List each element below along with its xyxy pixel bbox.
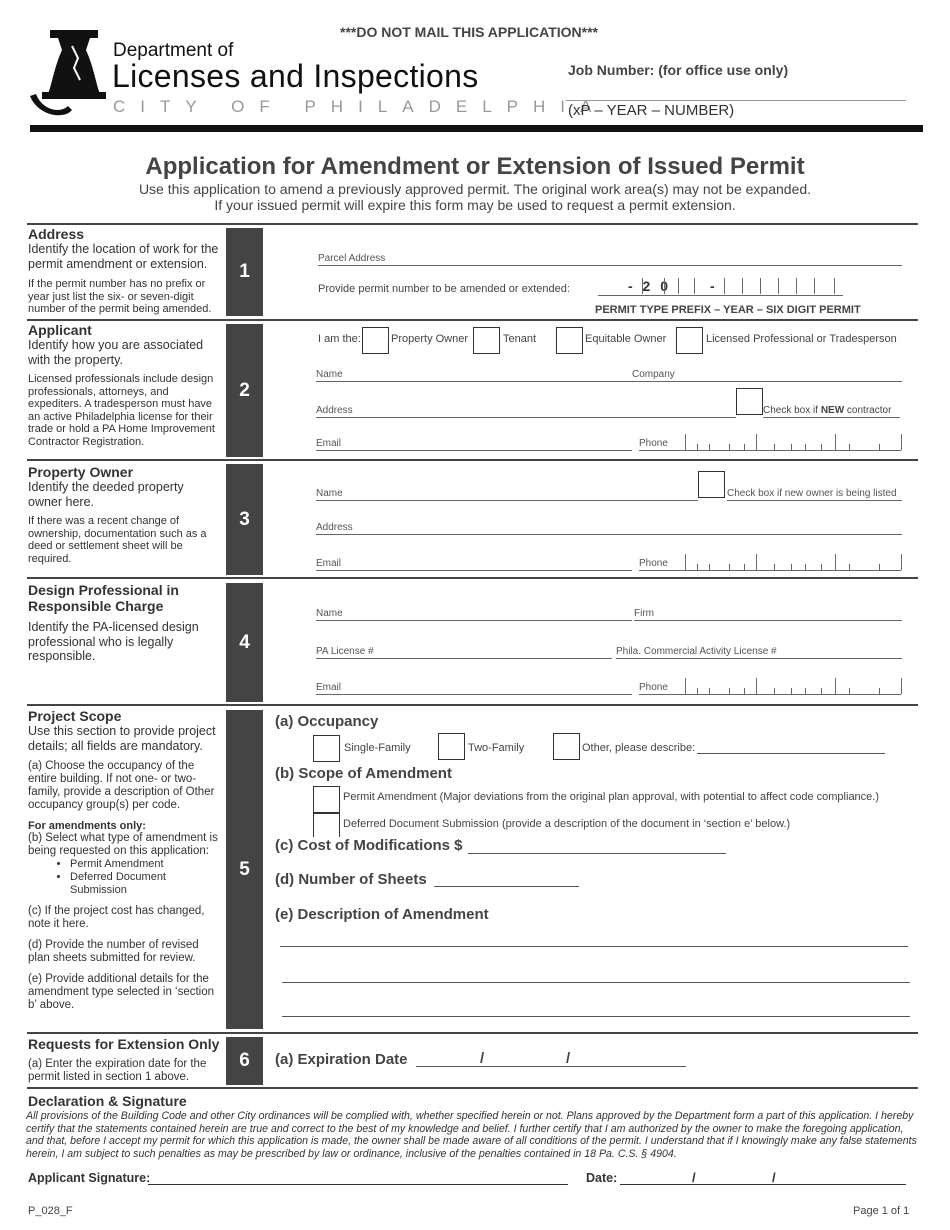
two-family-label: Two-Family [468,742,525,754]
deferred-document-checkbox[interactable] [313,813,340,840]
section-1-instructions: Address Identify the location of work for the permit amendment or extension. If the permit number has no prefix or year just list the six- or seven-digit number of the permit being amended. [28,226,219,315]
page-number: Page 1 of 1 [853,1205,910,1217]
deferred-document-label: Deferred Document Submission (provide a description of the document in ‘section e’ below.) [343,818,791,830]
applicant-name-field[interactable]: Name [316,368,632,382]
do-not-mail-notice: ***DO NOT MAIL THIS APPLICATION*** [340,24,598,40]
job-number-field[interactable] [566,100,906,101]
phone-digit-tick [697,688,698,694]
signature-field[interactable] [148,1184,568,1185]
description-heading: (e) Description of Amendment [275,906,489,923]
description-line-1[interactable] [280,946,908,947]
phone-digit-tick [697,444,698,450]
phone-digit-tick [901,678,902,694]
tenant-checkbox[interactable] [473,327,500,354]
phone-digit-tick [805,688,806,694]
liberty-bell-logo-icon [28,28,106,118]
phone-digit-tick [901,554,902,570]
form-subtitle-1: Use this application to amend a previously approved permit. The original work area(s) may not be expanded. [138,181,812,197]
form-code: P_028_F [28,1205,73,1217]
phone-digit-tick [849,688,850,694]
permit-number-field[interactable]: - 2 0 - [598,278,843,296]
permit-format-caption: PERMIT TYPE PREFIX – YEAR – SIX DIGIT PERMIT [595,304,861,316]
phone-digit-tick [744,688,745,694]
section-3-number: 3 [226,464,263,575]
pa-license-field[interactable]: PA License # [316,645,612,659]
section-6-instructions: Requests for Extension Only (a) Enter the expiration date for the permit listed in section 1 above. [28,1036,220,1083]
applicant-company-field[interactable]: Company [632,368,902,382]
signature-date-field[interactable] [620,1184,906,1185]
phone-digit-tick [729,688,730,694]
phone-digit-tick [879,688,880,694]
phone-digit-tick [744,564,745,570]
phone-digit-tick [805,444,806,450]
equitable-owner-checkbox[interactable] [556,327,583,354]
phone-digit-tick [756,554,757,570]
phone-digit-tick [849,564,850,570]
city-label: CITY OF PHILADELPHIA [113,97,607,116]
other-occupancy-checkbox[interactable] [553,733,580,760]
phone-digit-tick [774,564,775,570]
property-owner-label: Property Owner [391,333,469,345]
section-1-number: 1 [226,228,263,316]
commercial-activity-license-field[interactable]: Phila. Commercial Activity License # [616,645,902,659]
design-professional-email-field[interactable]: Email [316,681,632,695]
phone-digit-tick [697,564,698,570]
phone-digit-tick [879,444,880,450]
signature-label: Applicant Signature: [28,1171,151,1185]
owner-email-field[interactable]: Email [316,557,632,571]
dept-line2: Licenses and Inspections [112,58,479,94]
phone-digit-tick [744,444,745,450]
owner-phone-field[interactable]: Phone [639,557,901,571]
owner-name-field[interactable]: Name [316,487,698,501]
design-professional-phone-field[interactable]: Phone [639,681,901,695]
header-bar [30,125,923,132]
section-2-instructions: Applicant Identify how you are associated with the property. Licensed professionals include design professionals, attorneys, and expediters. A tradesperson must have an active Philadelphia license for their trade or hold a PA Home Improvement Contractor Registration. [28,322,215,448]
phone-digit-tick [791,444,792,450]
single-family-label: Single-Family [344,742,411,754]
new-contractor-label: Check box if NEW contractor [763,404,900,418]
new-owner-checkbox[interactable] [698,471,725,498]
phone-digit-tick [729,444,730,450]
phone-digit-tick [879,564,880,570]
declaration-heading: Declaration & Signature [28,1093,187,1109]
single-family-checkbox[interactable] [313,735,340,762]
phone-digit-tick [835,554,836,570]
applicant-address-field[interactable]: Address [316,404,736,418]
cost-label: (c) Cost of Modifications $ [275,837,463,854]
permit-amendment-label: Permit Amendment (Major deviations from the original plan approval, with potential to affect code compliance.) [343,791,880,803]
phone-digit-tick [729,564,730,570]
phone-digit-tick [685,678,686,694]
phone-digit-tick [821,444,822,450]
new-contractor-checkbox[interactable] [736,388,763,415]
declaration-text: All provisions of the Building Code and other City ordinances will be complied with, whether specified herein or not. Plans approved by the Department form a part of this application. I hereby certify that the statements contained herein are true and correct to the best of my knowledge and belief. I further certify that I am authorized by the owner to make the foregoing application, and that, before I accept my permit for which this application is made, the owner shall be made aware of all conditions of the permit. I understand that if I knowingly make any false statements herein, I am subject to such penalties as may be prescribed by law or ordinance, inclusive of the penalties contained in 18 Pa. C.S. § 4904. [26,1110,917,1160]
other-occupancy-field[interactable] [697,753,885,754]
design-professional-firm-field[interactable]: Firm [634,607,902,621]
property-owner-checkbox[interactable] [362,327,389,354]
job-number-label: Job Number: (for office use only) [568,62,789,78]
tenant-label: Tenant [503,333,537,345]
section-2-number: 2 [226,324,263,457]
cost-field[interactable] [468,853,726,854]
i-am-the-label: I am the: [318,333,361,345]
phone-digit-tick [709,688,710,694]
applicant-email-field[interactable]: Email [316,437,632,451]
expiration-date-field[interactable] [416,1066,686,1067]
licensed-professional-label: Licensed Professional or Tradesperson [706,333,897,345]
form-title: Application for Amendment or Extension of Issued Permit [145,153,805,180]
licensed-professional-checkbox[interactable] [676,327,703,354]
phone-digit-tick [685,434,686,450]
description-line-2[interactable] [282,982,910,983]
equitable-owner-label: Equitable Owner [585,333,667,345]
applicant-phone-field[interactable]: Phone [639,437,901,451]
phone-digit-tick [709,444,710,450]
scope-heading: (b) Scope of Amendment [275,765,452,782]
parcel-address-field[interactable]: Parcel Address [318,252,902,266]
phone-digit-tick [791,564,792,570]
section-5-instructions: Project Scope Use this section to provide project details; all fields are mandatory. (a) Choose the occupancy of the entire building. If not one- or two-family, provide a description of Other occupancy group(s) per code. For amendments only: (b) Select what type of amendment is being requested on this application: • Permit Amendment • Deferred Document Submission (c) If the project cost has changed, note it here. (d) Provide the number of revised plan sheets submitted for review. (e) Provide additional details for the amendment type selected in ‘section b’ above. [28,708,220,1012]
phone-digit-tick [774,688,775,694]
owner-address-field[interactable]: Address [316,521,902,535]
phone-digit-tick [849,444,850,450]
phone-digit-tick [821,564,822,570]
date-label: Date: [586,1171,618,1185]
phone-digit-tick [835,434,836,450]
two-family-checkbox[interactable] [438,733,465,760]
phone-digit-tick [756,434,757,450]
phone-digit-tick [821,688,822,694]
expiration-date-label: (a) Expiration Date [275,1051,408,1068]
phone-digit-tick [756,678,757,694]
design-professional-name-field[interactable]: Name [316,607,632,621]
phone-digit-tick [805,564,806,570]
job-number-format: (xP – YEAR – NUMBER) [568,102,735,119]
phone-digit-tick [709,564,710,570]
section-6-number: 6 [226,1037,263,1085]
dept-line1: Department of [113,40,234,61]
section-5-number: 5 [226,710,263,1029]
section-4-instructions: Design Professional in Responsible Charge Identify the PA-licensed design professional who is legally responsible. [28,582,199,663]
permit-amendment-checkbox[interactable] [313,786,340,813]
phone-digit-tick [901,434,902,450]
phone-digit-tick [685,554,686,570]
other-occupancy-label: Other, please describe: [582,742,696,754]
phone-digit-tick [774,444,775,450]
sheets-field[interactable] [434,886,579,887]
occupancy-heading: (a) Occupancy [275,713,379,730]
phone-digit-tick [835,678,836,694]
form-subtitle-2: If your issued permit will expire this form may be used to request a permit extension. [214,197,736,213]
sheets-label: (d) Number of Sheets [275,871,427,888]
description-line-3[interactable] [282,1016,910,1017]
section-3-instructions: Property Owner Identify the deeded property owner here. If there was a recent change of ownership, documentation such as a deed or settlement sheet will be required. [28,464,207,565]
section-4-number: 4 [226,583,263,702]
new-owner-label: Check box if new owner is being listed [727,487,902,501]
phone-digit-tick [791,688,792,694]
permit-number-label: Provide permit number to be amended or extended: [318,283,570,295]
